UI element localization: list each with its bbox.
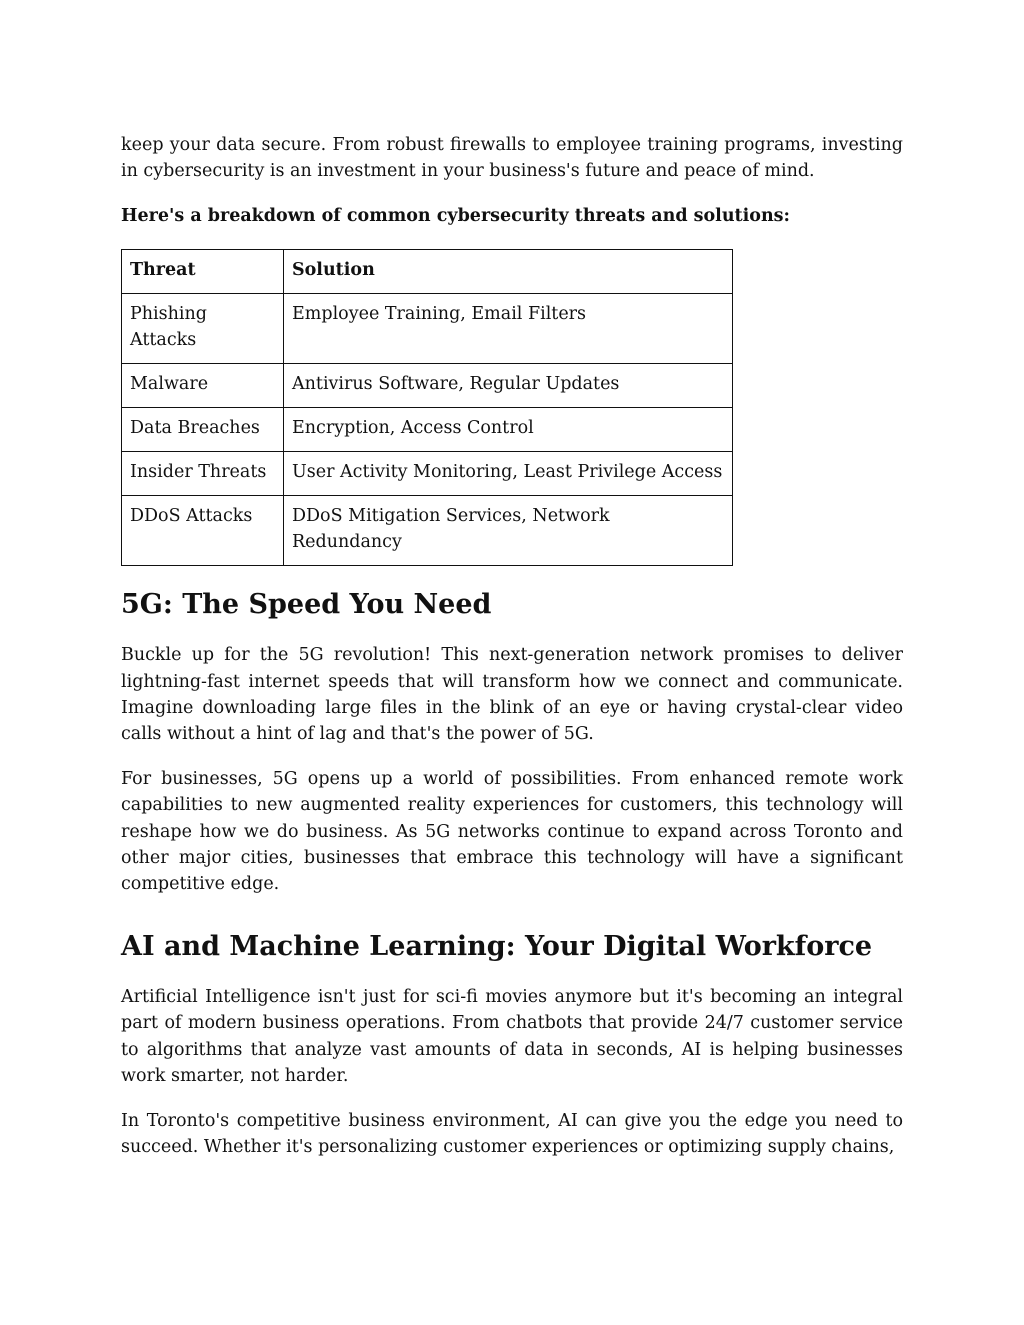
threat-cell: Data Breaches xyxy=(122,408,284,452)
table-row xyxy=(122,364,733,408)
solution-cell: Antivirus Software, Regular Updates xyxy=(284,364,733,408)
table-lead-text: Here's a breakdown of common cybersecurity threats and solutions: xyxy=(121,206,790,227)
solution-cell: DDoS Mitigation Services, Network Redundancy xyxy=(284,496,733,566)
document-page xyxy=(121,132,903,1160)
solution-cell: Encryption, Access Control xyxy=(284,408,733,452)
solution-cell: Employee Training, Email Filters xyxy=(284,294,733,364)
threat-cell: DDoS Attacks xyxy=(122,496,284,566)
section-heading-ai: AI and Machine Learning: Your Digital Workforce xyxy=(121,931,873,963)
column-header-solution: Solution xyxy=(284,250,733,294)
threat-cell: Phishing Attacks xyxy=(122,294,284,364)
table-row xyxy=(122,452,733,496)
threat-cell: Insider Threats xyxy=(122,452,284,496)
column-header-threat: Threat xyxy=(122,250,284,294)
paragraph-5g-1: Buckle up for the 5G revolution! This next-generation network promises to deliver lightning-fast internet speeds that will transform how we connect and communicate. Imagine downloading large files in the blink of an eye or having crystal-clear video calls without a hint of lag and that's the power of 5G. xyxy=(121,645,903,745)
table-row xyxy=(122,408,733,452)
table-header-row xyxy=(122,250,733,294)
section-heading-5g: 5G: The Speed You Need xyxy=(121,589,492,621)
intro-paragraph: keep your data secure. From robust firewalls to employee training programs, investing in cybersecurity is an investment in your business's future and peace of mind. xyxy=(121,135,903,182)
threat-cell: Malware xyxy=(122,364,284,408)
table-row xyxy=(122,294,733,364)
paragraph-ai-1: Artificial Intelligence isn't just for sci-fi movies anymore but it's becoming an integral part of modern business operations. From chatbots that provide 24/7 customer service to algorithms that analyze vast amounts of data in seconds, AI is helping businesses work smarter, not harder. xyxy=(121,987,903,1086)
table-row xyxy=(122,496,733,566)
solution-cell: User Activity Monitoring, Least Privilege Access xyxy=(284,452,733,496)
threats-table xyxy=(121,249,733,566)
paragraph-5g-2: For businesses, 5G opens up a world of possibilities. From enhanced remote work capabilities to new augmented reality experiences for customers, this technology will reshape how we do business. As 5G networks continue to expand across Toronto and other major cities, businesses that embrace this technology will have a significant competitive edge. xyxy=(121,769,903,895)
paragraph-ai-2: In Toronto's competitive business environment, AI can give you the edge you need to succeed. Whether it's personalizing customer experiences or optimizing supply chains, xyxy=(121,1111,903,1158)
